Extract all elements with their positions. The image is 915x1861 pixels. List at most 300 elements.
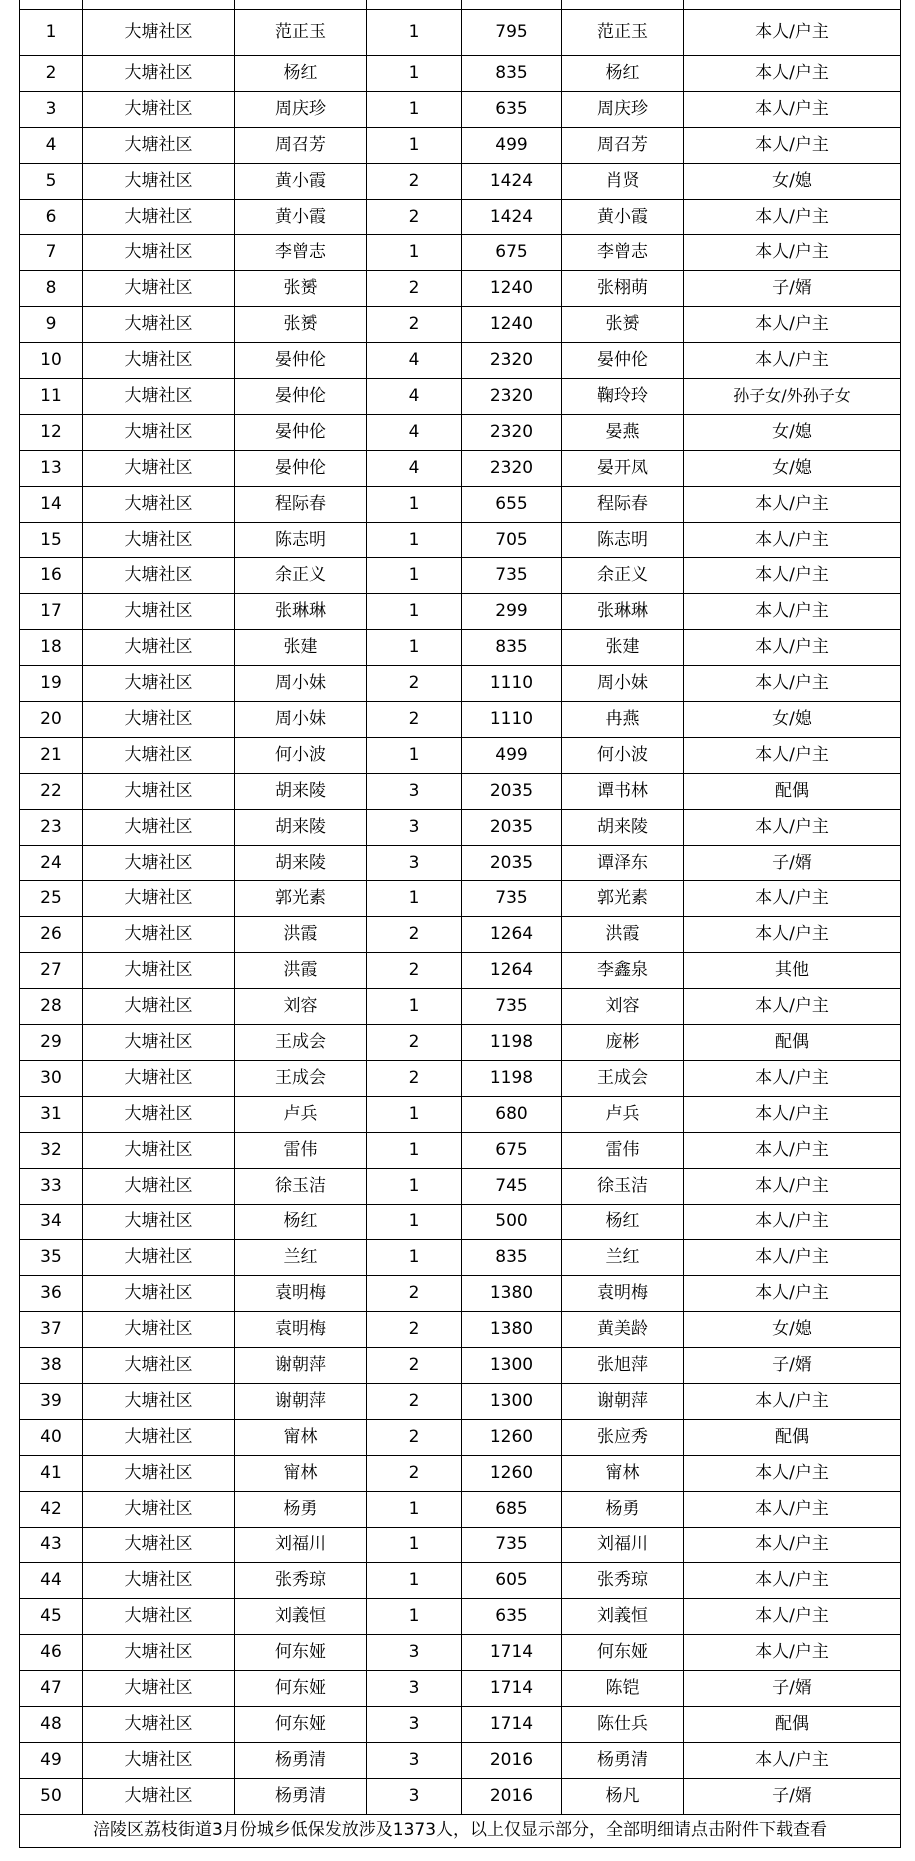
cell-household-head: 杨红 (235, 56, 367, 92)
cell-amount: 735 (462, 1527, 562, 1563)
cell-household-size: 1 (367, 558, 462, 594)
table-row (20, 1706, 901, 1742)
cell-relation: 本人/户主 (684, 737, 901, 773)
table-row (20, 1383, 901, 1419)
cell-relation: 本人/户主 (684, 666, 901, 702)
cell-relation: 本人/户主 (684, 1276, 901, 1312)
cell-index: 3 (20, 91, 83, 127)
cell-community: 大塘社区 (83, 522, 235, 558)
cell-amount: 635 (462, 91, 562, 127)
cell-member-name: 卢兵 (562, 1096, 684, 1132)
cell-household-head: 杨红 (235, 1204, 367, 1240)
cell-household-head: 晏仲伦 (235, 450, 367, 486)
cell-household-head: 周小妹 (235, 666, 367, 702)
cell-index: 17 (20, 594, 83, 630)
cell-household-head: 谢朝萍 (235, 1383, 367, 1419)
cell-amount: 735 (462, 989, 562, 1025)
cell-index: 21 (20, 737, 83, 773)
cell-household-head: 王成会 (235, 1025, 367, 1061)
cell-member-name: 张建 (562, 630, 684, 666)
cell-index: 25 (20, 881, 83, 917)
cell-amount: 1424 (462, 163, 562, 199)
cell-household-size: 1 (367, 737, 462, 773)
cell-relation: 本人/户主 (684, 1599, 901, 1635)
table-row (20, 1742, 901, 1778)
cell-household-size: 1 (367, 127, 462, 163)
cell-amount: 2016 (462, 1778, 562, 1814)
cell-member-name: 肖贤 (562, 163, 684, 199)
cell-amount: 1240 (462, 271, 562, 307)
cell-amount: 1198 (462, 1025, 562, 1061)
cell-amount: 1240 (462, 307, 562, 343)
cell-relation: 本人/户主 (684, 881, 901, 917)
cell-index: 40 (20, 1419, 83, 1455)
cell-member-name: 黄小霞 (562, 199, 684, 235)
cell-community: 大塘社区 (83, 953, 235, 989)
cell-household-size: 1 (367, 594, 462, 630)
cell-relation: 本人/户主 (684, 1096, 901, 1132)
table-row (20, 1240, 901, 1276)
cell-household-size: 1 (367, 881, 462, 917)
cell-community: 大塘社区 (83, 1025, 235, 1061)
cell-relation: 配偶 (684, 1025, 901, 1061)
cell-relation: 本人/户主 (684, 199, 901, 235)
cell-relation: 本人/户主 (684, 1240, 901, 1276)
cell-relation: 本人/户主 (684, 1491, 901, 1527)
cell-index: 36 (20, 1276, 83, 1312)
document-page (19, 0, 900, 1848)
table-row (20, 450, 901, 486)
cell-household-size: 2 (367, 917, 462, 953)
table-row (20, 630, 901, 666)
cell-relation: 子/婿 (684, 1671, 901, 1707)
cell-household-head: 晏仲伦 (235, 379, 367, 415)
cell-relation: 本人/户主 (684, 1168, 901, 1204)
cell-household-size: 1 (367, 989, 462, 1025)
cell-household-head: 范正玉 (235, 10, 367, 56)
table-row (20, 1060, 901, 1096)
cell-index: 34 (20, 1204, 83, 1240)
cell-member-name: 袁明梅 (562, 1276, 684, 1312)
cell-amount: 735 (462, 881, 562, 917)
cell-amount: 705 (462, 522, 562, 558)
cell-community: 大塘社区 (83, 1240, 235, 1276)
cell-amount: 1110 (462, 702, 562, 738)
cell-amount: 1300 (462, 1383, 562, 1419)
cell-amount: 1260 (462, 1419, 562, 1455)
cell-relation: 本人/户主 (684, 630, 901, 666)
cell-household-size: 3 (367, 1671, 462, 1707)
cell-member-name: 周召芳 (562, 127, 684, 163)
cell-community: 大塘社区 (83, 486, 235, 522)
cell-index: 32 (20, 1132, 83, 1168)
cell-index: 4 (20, 127, 83, 163)
cell-index: 5 (20, 163, 83, 199)
cell-amount: 685 (462, 1491, 562, 1527)
cell-community: 大塘社区 (83, 702, 235, 738)
cell-household-size: 3 (367, 1778, 462, 1814)
cell-index: 11 (20, 379, 83, 415)
table-row (20, 1348, 901, 1384)
cell-index: 19 (20, 666, 83, 702)
table-row (20, 379, 901, 415)
cell-member-name: 甯林 (562, 1455, 684, 1491)
cell-community: 大塘社区 (83, 343, 235, 379)
cell-amount: 635 (462, 1599, 562, 1635)
cell-community: 大塘社区 (83, 1348, 235, 1384)
cell-community: 大塘社区 (83, 881, 235, 917)
cell-household-head: 黄小霞 (235, 199, 367, 235)
cell-member-name: 庞彬 (562, 1025, 684, 1061)
cell-amount: 1380 (462, 1276, 562, 1312)
cell-relation: 本人/户主 (684, 1455, 901, 1491)
cell-household-size: 1 (367, 1240, 462, 1276)
cell-household-head: 袁明梅 (235, 1312, 367, 1348)
cell-household-size: 1 (367, 1168, 462, 1204)
cell-amount: 675 (462, 235, 562, 271)
cell-household-size: 3 (367, 1635, 462, 1671)
cell-household-size: 4 (367, 414, 462, 450)
cell-amount: 1110 (462, 666, 562, 702)
cell-index: 37 (20, 1312, 83, 1348)
cell-community: 大塘社区 (83, 1742, 235, 1778)
cell-household-head: 王成会 (235, 1060, 367, 1096)
cell-household-size: 1 (367, 1204, 462, 1240)
cell-member-name: 鞠玲玲 (562, 379, 684, 415)
cell-household-head: 郭光素 (235, 881, 367, 917)
cell-index: 45 (20, 1599, 83, 1635)
cell-household-size: 1 (367, 1491, 462, 1527)
cell-household-size: 2 (367, 1348, 462, 1384)
cell-community: 大塘社区 (83, 1563, 235, 1599)
cell-community: 大塘社区 (83, 10, 235, 56)
cell-community: 大塘社区 (83, 414, 235, 450)
cell-member-name: 杨红 (562, 1204, 684, 1240)
cell-community: 大塘社区 (83, 1419, 235, 1455)
cell-household-size: 2 (367, 271, 462, 307)
cell-relation: 子/婿 (684, 1778, 901, 1814)
cell-member-name: 杨勇清 (562, 1742, 684, 1778)
cell-member-name: 陈志明 (562, 522, 684, 558)
cell-household-size: 3 (367, 845, 462, 881)
cell-household-size: 1 (367, 522, 462, 558)
table-row-clipped (20, 0, 901, 10)
table-row (20, 1132, 901, 1168)
cell-relation: 本人/户主 (684, 1204, 901, 1240)
cell-member-name: 张琳琳 (562, 594, 684, 630)
table-row (20, 1635, 901, 1671)
cell-relation: 本人/户主 (684, 1132, 901, 1168)
cell-member-name: 周庆珍 (562, 91, 684, 127)
cell-community: 大塘社区 (83, 1671, 235, 1707)
cell-member-name: 张应秀 (562, 1419, 684, 1455)
cell-household-head: 周庆珍 (235, 91, 367, 127)
cell-community: 大塘社区 (83, 1060, 235, 1096)
table-row (20, 666, 901, 702)
cell-member-name: 张秀琼 (562, 1563, 684, 1599)
cell-household-head: 张赟 (235, 271, 367, 307)
cell-amount: 2320 (462, 379, 562, 415)
cell-member-name: 晏燕 (562, 414, 684, 450)
cell-community: 大塘社区 (83, 127, 235, 163)
cell-household-size: 1 (367, 10, 462, 56)
cell-index: 29 (20, 1025, 83, 1061)
cell-household-size: 2 (367, 666, 462, 702)
cell-community: 大塘社区 (83, 989, 235, 1025)
cell-household-size: 2 (367, 163, 462, 199)
cell-household-head: 张秀琼 (235, 1563, 367, 1599)
cell-member-name: 杨红 (562, 56, 684, 92)
cell-index: 26 (20, 917, 83, 953)
cell-member-name: 刘容 (562, 989, 684, 1025)
cell-household-head: 张赟 (235, 307, 367, 343)
table-row (20, 1491, 901, 1527)
table-row (20, 91, 901, 127)
cell-member-name: 李鑫泉 (562, 953, 684, 989)
cell-amount: 2035 (462, 773, 562, 809)
cell-community: 大塘社区 (83, 1168, 235, 1204)
cell-amount: 2320 (462, 450, 562, 486)
cell-household-size: 1 (367, 1132, 462, 1168)
table-row (20, 989, 901, 1025)
cell-amount: 735 (462, 558, 562, 594)
cell-amount: 2320 (462, 414, 562, 450)
cell-member-name: 刘福川 (562, 1527, 684, 1563)
cell-relation: 孙子女/外孙子女 (684, 379, 901, 415)
cell-member-name: 冉燕 (562, 702, 684, 738)
cell-community: 大塘社区 (83, 1276, 235, 1312)
cell-household-head: 甯林 (235, 1455, 367, 1491)
table-row (20, 594, 901, 630)
cell-index: 33 (20, 1168, 83, 1204)
cell-index: 24 (20, 845, 83, 881)
cell-household-head: 何东娅 (235, 1635, 367, 1671)
cell-relation: 其他 (684, 953, 901, 989)
cell-amount: 675 (462, 1132, 562, 1168)
cell-household-head: 李曾志 (235, 235, 367, 271)
cell-community: 大塘社区 (83, 1706, 235, 1742)
cell-relation: 配偶 (684, 1706, 901, 1742)
cell-household-size: 1 (367, 91, 462, 127)
cell-relation: 子/婿 (684, 271, 901, 307)
cell-amount: 1714 (462, 1706, 562, 1742)
cell-household-head: 刘義恒 (235, 1599, 367, 1635)
cell-household-head: 胡来陵 (235, 809, 367, 845)
table-row (20, 773, 901, 809)
table-row (20, 1778, 901, 1814)
cell-index: 35 (20, 1240, 83, 1276)
cell-household-size: 3 (367, 773, 462, 809)
cell-household-size: 2 (367, 1383, 462, 1419)
table-row (20, 271, 901, 307)
cell-relation: 本人/户主 (684, 1060, 901, 1096)
table-row (20, 307, 901, 343)
cell-index: 28 (20, 989, 83, 1025)
cell-member-name: 李曾志 (562, 235, 684, 271)
cell-community: 大塘社区 (83, 558, 235, 594)
cell-household-size: 2 (367, 953, 462, 989)
cell-amount: 605 (462, 1563, 562, 1599)
cell-member-name: 张赟 (562, 307, 684, 343)
cell-relation: 女/媳 (684, 163, 901, 199)
cell-community: 大塘社区 (83, 199, 235, 235)
table-row (20, 1671, 901, 1707)
cell-amount: 1300 (462, 1348, 562, 1384)
cell-household-size: 4 (367, 379, 462, 415)
cell-household-head: 兰红 (235, 1240, 367, 1276)
cell-community: 大塘社区 (83, 1455, 235, 1491)
cell-amount: 500 (462, 1204, 562, 1240)
cell-member-name: 徐玉洁 (562, 1168, 684, 1204)
cell-community: 大塘社区 (83, 1204, 235, 1240)
cell-community: 大塘社区 (83, 1635, 235, 1671)
cell-member-name: 杨勇 (562, 1491, 684, 1527)
cell-household-head: 余正义 (235, 558, 367, 594)
table-row (20, 1527, 901, 1563)
cell-household-head: 何东娅 (235, 1706, 367, 1742)
cell-household-head: 袁明梅 (235, 1276, 367, 1312)
cell-index: 14 (20, 486, 83, 522)
cell-household-head: 卢兵 (235, 1096, 367, 1132)
cell-community: 大塘社区 (83, 1491, 235, 1527)
cell-community: 大塘社区 (83, 91, 235, 127)
cell-household-size: 2 (367, 1419, 462, 1455)
cell-relation: 女/媳 (684, 702, 901, 738)
cell-household-head: 何小波 (235, 737, 367, 773)
cell-index: 43 (20, 1527, 83, 1563)
cell-member-name: 王成会 (562, 1060, 684, 1096)
cell-household-size: 1 (367, 56, 462, 92)
cell-community: 大塘社区 (83, 666, 235, 702)
table-row (20, 1599, 901, 1635)
cell-amount: 2320 (462, 343, 562, 379)
cell-community: 大塘社区 (83, 1383, 235, 1419)
cell-community: 大塘社区 (83, 594, 235, 630)
cell-member-name: 雷伟 (562, 1132, 684, 1168)
cell-member-name: 余正义 (562, 558, 684, 594)
cell-amount: 835 (462, 56, 562, 92)
cell-member-name: 范正玉 (562, 10, 684, 56)
cell-member-name: 刘義恒 (562, 1599, 684, 1635)
cell-household-head: 胡来陵 (235, 773, 367, 809)
cell-relation: 本人/户主 (684, 1527, 901, 1563)
cell-household-head: 刘容 (235, 989, 367, 1025)
cell-community: 大塘社区 (83, 379, 235, 415)
cell-community: 大塘社区 (83, 1312, 235, 1348)
cell-member-name: 何东娅 (562, 1635, 684, 1671)
cell-member-name: 谢朝萍 (562, 1383, 684, 1419)
cell-member-name: 谭泽东 (562, 845, 684, 881)
cell-relation: 本人/户主 (684, 235, 901, 271)
cell-relation: 配偶 (684, 773, 901, 809)
cell-household-head: 洪霞 (235, 917, 367, 953)
cell-relation: 本人/户主 (684, 307, 901, 343)
cell-household-size: 2 (367, 1060, 462, 1096)
cell-member-name: 程际春 (562, 486, 684, 522)
cell-amount: 2035 (462, 845, 562, 881)
cell-member-name: 洪霞 (562, 917, 684, 953)
cell-index: 27 (20, 953, 83, 989)
cell-index: 46 (20, 1635, 83, 1671)
cell-household-head: 谢朝萍 (235, 1348, 367, 1384)
cell-household-size: 1 (367, 1096, 462, 1132)
cell-index: 38 (20, 1348, 83, 1384)
cell-household-head: 张建 (235, 630, 367, 666)
cell-amount: 1714 (462, 1635, 562, 1671)
cell-amount: 1424 (462, 199, 562, 235)
cell-relation: 本人/户主 (684, 1635, 901, 1671)
cell-relation: 配偶 (684, 1419, 901, 1455)
cell-index: 15 (20, 522, 83, 558)
cell-household-size: 1 (367, 486, 462, 522)
cell-index: 18 (20, 630, 83, 666)
table-row (20, 1419, 901, 1455)
cell-relation: 本人/户主 (684, 1563, 901, 1599)
cell-index: 10 (20, 343, 83, 379)
footer-note: 涪陵区荔枝街道3月份城乡低保发放涉及1373人，以上仅显示部分，全部明细请点击附件下载查看 (20, 1814, 901, 1847)
cell-household-size: 2 (367, 1025, 462, 1061)
table-row (20, 953, 901, 989)
cell-household-size: 2 (367, 307, 462, 343)
cell-community: 大塘社区 (83, 1778, 235, 1814)
cell-amount: 745 (462, 1168, 562, 1204)
cell-community: 大塘社区 (83, 163, 235, 199)
cell-member-name: 张旭萍 (562, 1348, 684, 1384)
cell-member-name: 兰红 (562, 1240, 684, 1276)
cell-member-name: 杨凡 (562, 1778, 684, 1814)
cell-household-head: 甯林 (235, 1419, 367, 1455)
cell-community: 大塘社区 (83, 56, 235, 92)
cell-member-name: 晏仲伦 (562, 343, 684, 379)
table-row (20, 845, 901, 881)
cell-relation: 本人/户主 (684, 558, 901, 594)
cell-relation: 本人/户主 (684, 1742, 901, 1778)
cell-relation: 本人/户主 (684, 127, 901, 163)
cell-community: 大塘社区 (83, 809, 235, 845)
table-row (20, 737, 901, 773)
cell-index: 23 (20, 809, 83, 845)
cell-member-name: 何小波 (562, 737, 684, 773)
cell-community: 大塘社区 (83, 917, 235, 953)
cell-amount: 655 (462, 486, 562, 522)
table-row (20, 235, 901, 271)
cell-amount: 1380 (462, 1312, 562, 1348)
cell-index: 30 (20, 1060, 83, 1096)
cell-index: 41 (20, 1455, 83, 1491)
cell-member-name: 郭光素 (562, 881, 684, 917)
cell-community: 大塘社区 (83, 737, 235, 773)
cell-household-size: 1 (367, 1599, 462, 1635)
cell-community: 大塘社区 (83, 630, 235, 666)
cell-household-head: 杨勇 (235, 1491, 367, 1527)
cell-index: 39 (20, 1383, 83, 1419)
cell-index: 20 (20, 702, 83, 738)
table-row (20, 522, 901, 558)
table-row (20, 1168, 901, 1204)
cell-member-name: 张栩萌 (562, 271, 684, 307)
cell-member-name: 陈仕兵 (562, 1706, 684, 1742)
cell-community: 大塘社区 (83, 1132, 235, 1168)
cell-amount: 795 (462, 10, 562, 56)
cell-relation: 本人/户主 (684, 989, 901, 1025)
cell-community: 大塘社区 (83, 271, 235, 307)
cell-relation: 本人/户主 (684, 594, 901, 630)
cell-household-size: 1 (367, 235, 462, 271)
table-row (20, 163, 901, 199)
cell-index: 50 (20, 1778, 83, 1814)
cell-index: 42 (20, 1491, 83, 1527)
cell-index: 2 (20, 56, 83, 92)
